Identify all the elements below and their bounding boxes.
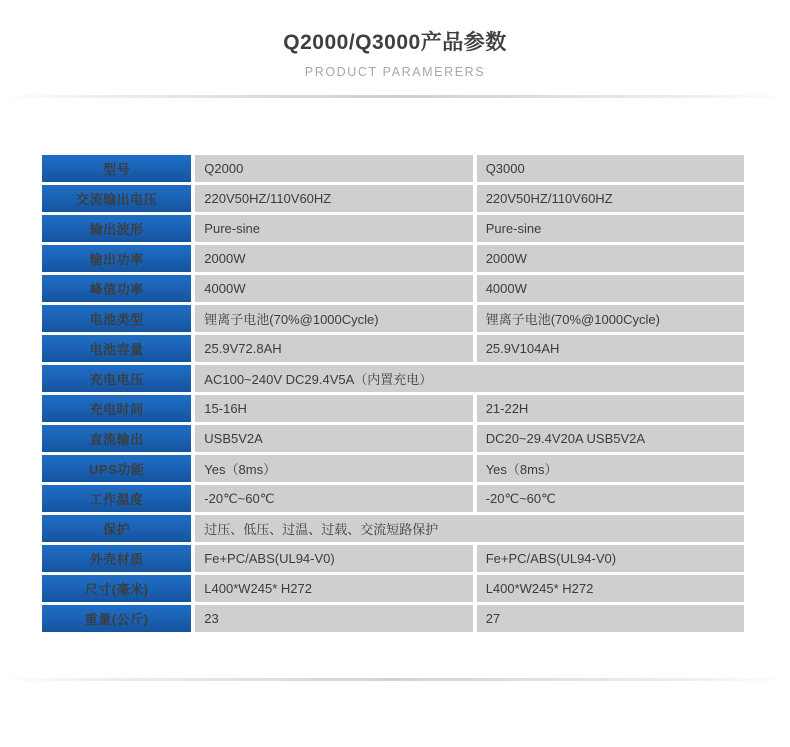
row-value-q2000: 锂离子电池(70%@1000Cycle) (195, 305, 472, 332)
page-header (0, 0, 790, 98)
row-value-q3000: 220V50HZ/110V60HZ (477, 185, 744, 212)
row-label: 充电时间 (42, 395, 191, 422)
row-value-q3000: 锂离子电池(70%@1000Cycle) (477, 305, 744, 332)
row-value-merged: AC100~240V DC29.4V5A（内置充电） (195, 365, 744, 392)
table-row (42, 425, 744, 452)
row-label: 交流输出电压 (42, 185, 191, 212)
table-row (42, 575, 744, 602)
header-divider (0, 95, 790, 98)
table-row (42, 245, 744, 272)
row-label: 工作温度 (42, 485, 191, 512)
table-row (42, 215, 744, 242)
row-value-q2000: 23 (195, 605, 472, 632)
row-label: 输出波形 (42, 215, 191, 242)
table-row (42, 305, 744, 332)
row-label: 尺寸(毫米) (42, 575, 191, 602)
table-row (42, 455, 744, 482)
row-value-q2000: 15-16H (195, 395, 472, 422)
row-label: 型号 (42, 155, 191, 182)
row-label: 充电电压 (42, 365, 191, 392)
footer-divider (0, 678, 790, 681)
table-row (42, 365, 744, 392)
table-row (42, 485, 744, 512)
row-value-q3000: 27 (477, 605, 744, 632)
row-value-q2000: 25.9V72.8AH (195, 335, 472, 362)
row-value-q2000: Pure-sine (195, 215, 472, 242)
row-value-q2000: Fe+PC/ABS(UL94-V0) (195, 545, 472, 572)
row-value-q3000: 25.9V104AH (477, 335, 744, 362)
row-value-q3000: Fe+PC/ABS(UL94-V0) (477, 545, 744, 572)
row-value-q3000: Yes（8ms） (477, 455, 744, 482)
row-value-q3000: 21-22H (477, 395, 744, 422)
row-value-q2000: USB5V2A (195, 425, 472, 452)
row-label: 外壳材质 (42, 545, 191, 572)
table-row (42, 545, 744, 572)
row-value-q3000: Pure-sine (477, 215, 744, 242)
table-row (42, 605, 744, 632)
row-value-q2000: 4000W (195, 275, 472, 302)
row-value-q3000: L400*W245* H272 (477, 575, 744, 602)
table-row (42, 515, 744, 542)
row-value-q3000: -20℃~60℃ (477, 485, 744, 512)
table-row (42, 335, 744, 362)
row-value-q2000: 2000W (195, 245, 472, 272)
table-row (42, 275, 744, 302)
row-value-q2000: L400*W245* H272 (195, 575, 472, 602)
row-value-q3000: DC20~29.4V20A USB5V2A (477, 425, 744, 452)
row-label: 输出功率 (42, 245, 191, 272)
specifications-table-body (42, 155, 744, 632)
row-label: 电池容量 (42, 335, 191, 362)
page-title: Q2000/Q3000产品参数 (283, 31, 507, 54)
row-value-q3000: 4000W (477, 275, 744, 302)
row-label: 保护 (42, 515, 191, 542)
row-label: 电池类型 (42, 305, 191, 332)
row-value-q3000: Q3000 (477, 155, 744, 182)
page-subtitle: PRODUCT PARAMERERS (304, 65, 486, 79)
row-label: 直流输出 (42, 425, 191, 452)
table-row (42, 185, 744, 212)
table-row (42, 155, 744, 182)
specifications-table (42, 152, 744, 635)
row-label: 重量(公斤) (42, 605, 191, 632)
row-value-merged: 过压、低压、过温、过载、交流短路保护 (195, 515, 744, 542)
table-row (42, 395, 744, 422)
row-value-q2000: Q2000 (195, 155, 472, 182)
row-label: 峰值功率 (42, 275, 191, 302)
row-value-q2000: 220V50HZ/110V60HZ (195, 185, 472, 212)
row-value-q2000: -20℃~60℃ (195, 485, 472, 512)
row-value-q3000: 2000W (477, 245, 744, 272)
row-label: UPS功能 (42, 455, 191, 482)
row-value-q2000: Yes（8ms） (195, 455, 472, 482)
